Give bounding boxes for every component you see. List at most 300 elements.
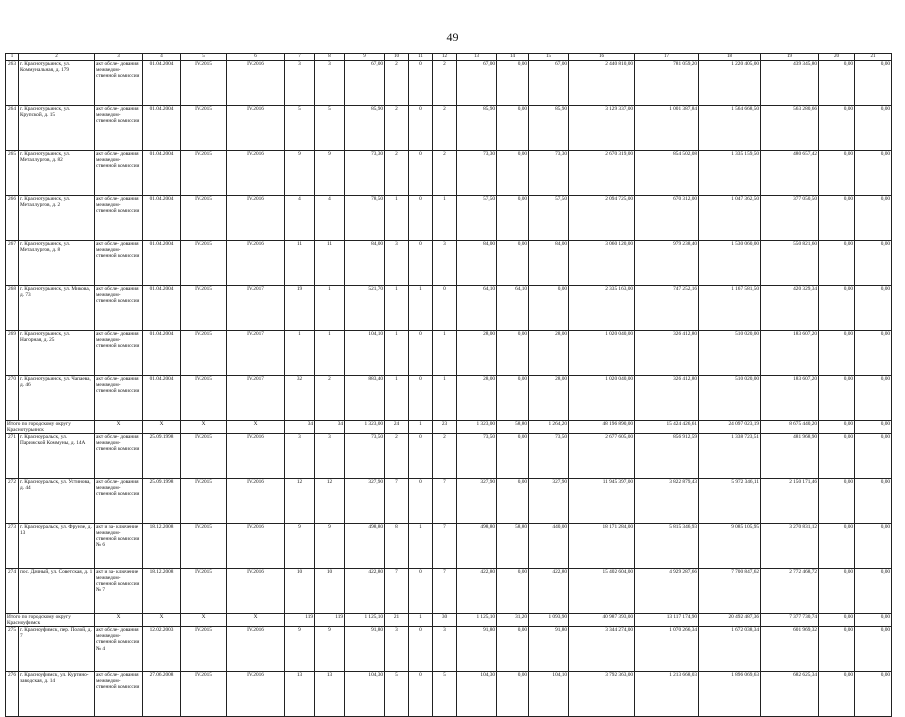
value-cell: 1 [433,331,457,376]
address-cell: г. Красноуральск, ул. Устинова, д. 44 [19,479,95,524]
subtotal-cell: 1 323,00 [457,421,497,434]
value-cell: 5 [433,672,457,717]
value-cell: 3 [385,241,409,286]
column-number: 4 [143,54,181,61]
value-cell: 12 [285,479,315,524]
value-cell: IV.2016 [227,196,285,241]
value-cell: 0,00 [855,524,892,569]
basis-cell: акт и за- ключение межведом- ственной комиссии № 7 [95,569,143,614]
value-cell: 1 [433,376,457,421]
subtotal-cell: 7 377 730,74 [761,614,819,627]
subtotal-cell: 1 093,90 [529,614,569,627]
table-row [6,61,892,106]
value-cell: 01.04.2004 [143,241,181,286]
value-cell: 0,00 [855,479,892,524]
value-cell: IV.2015 [181,61,227,106]
value-cell: 19 [285,286,315,331]
table-row [6,569,892,614]
row-number: 264 [6,106,19,151]
value-cell: 01.04.2004 [143,61,181,106]
value-cell: 1 [285,331,315,376]
value-cell: 9 [285,524,315,569]
table-row [6,241,892,286]
value-cell: 2 150 171,46 [761,479,819,524]
value-cell: 28,00 [529,331,569,376]
value-cell: 422,80 [457,569,497,614]
value-cell: IV.2016 [227,524,285,569]
row-number: 266 [6,196,19,241]
value-cell: 0 [409,151,433,196]
value-cell: 2 [385,61,409,106]
subtotal-cell: 1 [409,614,433,627]
value-cell: 91,80 [345,627,385,672]
table-row [6,196,892,241]
value-cell: IV.2016 [227,241,285,286]
value-cell: 2 [385,151,409,196]
value-cell: 25.09.1998 [143,479,181,524]
value-cell: 0,00 [855,151,892,196]
value-cell: 5 972 346,11 [699,479,761,524]
value-cell: IV.2016 [227,151,285,196]
table-row [6,331,892,376]
value-cell: 57,50 [529,196,569,241]
value-cell: 0,00 [819,376,855,421]
value-cell: 28,00 [457,376,497,421]
value-cell: IV.2015 [181,286,227,331]
value-cell: 0 [409,331,433,376]
value-cell: 439 345,80 [761,61,819,106]
address-cell: г. Красноуральск, ул. Фрунзе, д. 13 [19,524,95,569]
address-cell: г. Краснотурьинск, ул. Микова, д. 73 [19,286,95,331]
value-cell: 18.12.2008 [143,569,181,614]
value-cell: 3 [433,241,457,286]
value-cell: 326 412,80 [635,331,699,376]
value-cell: 28,00 [529,376,569,421]
row-number: 265 [6,151,19,196]
subtotal-cell: 13 117 174,90 [635,614,699,627]
value-cell: 91,80 [529,627,569,672]
value-cell: 7 700 847,62 [699,569,761,614]
value-cell: 9 085 105,95 [699,524,761,569]
basis-cell: акт обсле- дования межведом- ственной комиссии [95,376,143,421]
value-cell: 0,00 [497,61,529,106]
column-number: 2 [19,54,95,61]
value-cell: 104,10 [529,672,569,717]
value-cell: 0,00 [497,106,529,151]
value-cell: 480 657,42 [761,151,819,196]
value-cell: 0 [409,106,433,151]
value-cell: 3 [285,61,315,106]
value-cell: 327,90 [345,479,385,524]
value-cell: 8 [385,524,409,569]
value-cell: 0,00 [855,106,892,151]
value-cell: 1 [385,376,409,421]
column-number-row [6,54,892,61]
value-cell: 563 280,66 [761,106,819,151]
column-number: 13 [457,54,497,61]
value-cell: 1 [433,196,457,241]
value-cell: 2 440 810,00 [569,61,635,106]
value-cell: 67,00 [457,61,497,106]
subtotal-cell: 8 675 440,20 [761,421,819,434]
basis-cell: акт обсле- дования межведом- ственной комиссии [95,434,143,479]
subtotal-cell: X [143,421,181,434]
value-cell: 979 238,40 [635,241,699,286]
column-number: 16 [569,54,635,61]
value-cell: 2 335 163,00 [569,286,635,331]
table-row [6,286,892,331]
value-cell: 15 402 604,00 [569,569,635,614]
value-cell: 1 672 038,34 [699,627,761,672]
value-cell: 1 564 668,50 [699,106,761,151]
value-cell: 0,00 [819,286,855,331]
column-number: 14 [497,54,529,61]
value-cell: 1 [315,286,345,331]
value-cell: 2 [433,434,457,479]
value-cell: 104,30 [345,672,385,717]
table-row [6,672,892,717]
subtotal-cell: 0,00 [855,614,892,627]
value-cell: 0,00 [855,331,892,376]
value-cell: IV.2015 [181,331,227,376]
value-cell: 670 312,00 [635,196,699,241]
value-cell: 183 607,20 [761,376,819,421]
value-cell: 3 129 337,00 [569,106,635,151]
row-number: 272 [6,479,19,524]
value-cell: 32 [285,376,315,421]
value-cell: 0,00 [819,627,855,672]
value-cell: 0,00 [855,434,892,479]
value-cell: 3 [285,434,315,479]
value-cell: IV.2015 [181,672,227,717]
value-cell: 2 [433,106,457,151]
value-cell: 3 [315,434,345,479]
subtotal-cell: 30 [433,614,457,627]
value-cell: 0,00 [855,196,892,241]
value-cell: 5 815 346,93 [635,524,699,569]
column-number: 10 [385,54,409,61]
value-cell: 73,50 [345,434,385,479]
value-cell: 3 344 274,00 [569,627,635,672]
value-cell: 510 020,00 [699,331,761,376]
value-cell: 0,00 [819,672,855,717]
value-cell: 854 502,08 [635,151,699,196]
value-cell: 12 [315,479,345,524]
value-cell: 91,80 [457,627,497,672]
value-cell: IV.2015 [181,627,227,672]
row-number: 273 [6,524,19,569]
value-cell: 9 [285,627,315,672]
value-cell: 1 213 668,03 [635,672,699,717]
value-cell: 422,80 [529,569,569,614]
value-cell: 510 020,00 [699,376,761,421]
value-cell: 7 [385,479,409,524]
value-cell: 1 [409,286,433,331]
value-cell: 781 059,20 [635,61,699,106]
value-cell: 0,00 [497,376,529,421]
value-cell: 0 [409,479,433,524]
value-cell: 1 530 060,00 [699,241,761,286]
value-cell: 78,50 [345,196,385,241]
column-number: 21 [855,54,892,61]
basis-cell: акт обсле- дования межведом- ственной комиссии [95,331,143,376]
value-cell: 883,40 [345,376,385,421]
value-cell: 3 [385,627,409,672]
value-cell: 1 [385,331,409,376]
column-number: 6 [227,54,285,61]
subtotal-cell: 0,00 [855,421,892,434]
value-cell: 747 252,16 [635,286,699,331]
value-cell: 0 [409,196,433,241]
subtotal-cell: X [227,421,285,434]
value-cell: 5 [315,106,345,151]
value-cell: 84,00 [345,241,385,286]
basis-cell: акт обсле- дования межведом- ственной комиссии № 4 [95,627,143,672]
value-cell: 0,00 [819,331,855,376]
value-cell: IV.2017 [227,286,285,331]
column-number: 11 [409,54,433,61]
value-cell: 0,00 [855,376,892,421]
subtotal-cell: 34 [315,421,345,434]
value-cell: 0,00 [819,524,855,569]
register-table [5,53,892,717]
value-cell: 5 [285,106,315,151]
subtotal-cell: 1 323,00 [345,421,385,434]
value-cell: 0 [409,627,433,672]
value-cell: 67,00 [345,61,385,106]
value-cell: IV.2016 [227,569,285,614]
value-cell: 64,10 [497,286,529,331]
subtotal-cell: 0,00 [819,421,855,434]
value-cell: 327,90 [457,479,497,524]
value-cell: 11 [285,241,315,286]
column-number: 15 [529,54,569,61]
value-cell: IV.2015 [181,196,227,241]
value-cell: 1 047 362,50 [699,196,761,241]
row-number: 275 [6,627,19,672]
value-cell: 104,10 [345,331,385,376]
value-cell: 0,00 [819,151,855,196]
value-cell: 73,50 [529,434,569,479]
value-cell: 1 [409,524,433,569]
value-cell: IV.2015 [181,376,227,421]
column-number: 12 [433,54,457,61]
value-cell: 0 [433,286,457,331]
value-cell: 0,00 [497,569,529,614]
subtotal-cell: 119 [285,614,315,627]
value-cell: IV.2017 [227,376,285,421]
address-cell: г. Красноуфимск, пер. Полой, д. 7 [19,627,95,672]
value-cell: 2 [385,434,409,479]
value-cell: IV.2016 [227,61,285,106]
value-cell: 326 412,80 [635,376,699,421]
value-cell: 0,00 [855,672,892,717]
page-number: 49 [446,30,459,44]
value-cell: 2 094 725,00 [569,196,635,241]
basis-cell: акт обсле- дования межведом- ственной комиссии [95,479,143,524]
value-cell: 57,50 [457,196,497,241]
value-cell: 0,00 [497,151,529,196]
subtotal-cell: 1 125,10 [345,614,385,627]
row-number: 263 [6,61,19,106]
subtotal-cell: 119 [315,614,345,627]
value-cell: 2 [433,151,457,196]
value-cell: 3 792 363,00 [569,672,635,717]
basis-cell: акт обсле- дования межведом- ственной комиссии [95,106,143,151]
value-cell: 0,00 [497,672,529,717]
table-row [6,627,892,672]
subtotal-cell: 21 [385,614,409,627]
row-number: 276 [6,672,19,717]
row-number: 268 [6,286,19,331]
column-number: 7 [285,54,315,61]
value-cell: 7 [433,524,457,569]
subtotal-cell: 40 987 393,00 [569,614,635,627]
table-row [6,151,892,196]
column-number: 17 [635,54,699,61]
value-cell: 0,00 [497,434,529,479]
value-cell: 2 772 468,72 [761,569,819,614]
value-cell: 0 [409,672,433,717]
value-cell: 0,00 [819,241,855,286]
value-cell: IV.2015 [181,151,227,196]
value-cell: 420 329,34 [761,286,819,331]
value-cell: 0,00 [855,61,892,106]
subtotal-cell: 48 196 890,00 [569,421,635,434]
value-cell: IV.2015 [181,241,227,286]
value-cell: 0 [409,61,433,106]
value-cell: 10 [285,569,315,614]
basis-cell: акт обсле- дования межведом- ственной комиссии [95,151,143,196]
value-cell: 73,30 [457,151,497,196]
value-cell: 73,30 [345,151,385,196]
address-cell: г. Краснотурьинск, ул. Металлургов, д. 82 [19,151,95,196]
value-cell: 0,00 [819,196,855,241]
value-cell: 0 [409,569,433,614]
value-cell: 67,00 [529,61,569,106]
address-cell: г. Краснотурьинск, ул. Нагорная, д. 25 [19,331,95,376]
value-cell: 0,00 [497,479,529,524]
column-number: 9 [345,54,385,61]
subtotal-cell: X [181,421,227,434]
value-cell: 5 [385,672,409,717]
subtotal-cell: X [181,614,227,627]
value-cell: 18.12.2008 [143,524,181,569]
subtotal-cell: 34 [285,421,315,434]
value-cell: 13 [315,672,345,717]
value-cell: 0,00 [529,286,569,331]
value-cell: 377 050,50 [761,196,819,241]
value-cell: 1 001 387,84 [635,106,699,151]
value-cell: 58,80 [497,524,529,569]
subtotal-cell: 31,20 [497,614,529,627]
subtotal-cell: 20 492 487,36 [699,614,761,627]
register-table-body [6,61,892,717]
subtotal-label: Итого по городскому округу Краснотурьинск [6,421,95,434]
subtotal-cell: 24 [385,421,409,434]
value-cell: 1 [385,196,409,241]
value-cell: 3 270 831,12 [761,524,819,569]
address-cell: г. Краснотурьинск, ул. Коммунальная, д. 179 [19,61,95,106]
table-row [6,524,892,569]
value-cell: 27.06.2008 [143,672,181,717]
value-cell: 01.04.2004 [143,151,181,196]
value-cell: IV.2015 [181,524,227,569]
value-cell: 1 220 405,00 [699,61,761,106]
value-cell: 3 822 879,43 [635,479,699,524]
row-number: 270 [6,376,19,421]
value-cell: 01.04.2004 [143,331,181,376]
value-cell: 183 607,20 [761,331,819,376]
table-row [6,376,892,421]
value-cell: 84,00 [529,241,569,286]
value-cell: 422,80 [345,569,385,614]
value-cell: 4 929 287,66 [635,569,699,614]
value-cell: 2 [315,376,345,421]
value-cell: 0,00 [819,479,855,524]
value-cell: 0,00 [819,61,855,106]
value-cell: 2 677 605,00 [569,434,635,479]
value-cell: 85,90 [457,106,497,151]
value-cell: IV.2016 [227,627,285,672]
table-row [6,106,892,151]
table-row [6,434,892,479]
address-cell: г. Красноуфимск, ул. Куртино-заводская, д. 14 [19,672,95,717]
row-number: 274 [6,569,19,614]
value-cell: IV.2015 [181,434,227,479]
value-cell: 12.02.2003 [143,627,181,672]
basis-cell: акт и за- ключение межведом- ственной комиссии № 6 [95,524,143,569]
value-cell: 84,00 [457,241,497,286]
subtotal-cell: 15 424 426,61 [635,421,699,434]
value-cell: 01.04.2004 [143,196,181,241]
value-cell: 13 [285,672,315,717]
value-cell: 682 625,34 [761,672,819,717]
address-cell: г. Краснотурьинск, ул. Металлургов, д. 8 [19,241,95,286]
value-cell: 104,30 [457,672,497,717]
column-number: 5 [181,54,227,61]
value-cell: 01.04.2004 [143,286,181,331]
value-cell: 0,00 [855,627,892,672]
value-cell: 0,00 [855,241,892,286]
subtotal-cell: X [143,614,181,627]
value-cell: 0 [409,434,433,479]
value-cell: IV.2015 [181,106,227,151]
address-cell: г. Краснотурьинск, ул. Крупской, д. 15 [19,106,95,151]
value-cell: IV.2015 [181,479,227,524]
column-number: 8 [315,54,345,61]
address-cell: г. Краснотурьинск, ул. Чапаева, д. 46 [19,376,95,421]
value-cell: 3 [315,61,345,106]
value-cell: 601 969,32 [761,627,819,672]
value-cell: 64,10 [457,286,497,331]
value-cell: 28,00 [457,331,497,376]
value-cell: 01.04.2004 [143,376,181,421]
subtotal-cell: 1 125,10 [457,614,497,627]
subtotal-cell: 24 097 023,19 [699,421,761,434]
value-cell: 2 [433,61,457,106]
column-number: 20 [819,54,855,61]
value-cell: 550 821,60 [761,241,819,286]
value-cell: IV.2016 [227,106,285,151]
value-cell: 1 [315,331,345,376]
value-cell: 7 [385,569,409,614]
value-cell: 0,00 [855,569,892,614]
value-cell: 85,90 [345,106,385,151]
value-cell: 4 [285,196,315,241]
value-cell: 3 060 120,00 [569,241,635,286]
column-number: 19 [761,54,819,61]
